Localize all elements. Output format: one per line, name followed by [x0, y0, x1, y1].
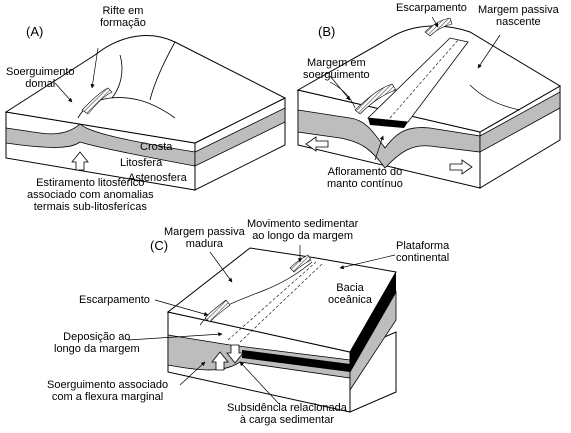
- label-escarpamento-b: Escarpamento: [396, 2, 467, 14]
- label-crosta: Crosta: [140, 141, 173, 153]
- label-afloramento-line1: Afloramento do: [327, 166, 403, 178]
- label-litosfera: Litosfera: [120, 157, 163, 169]
- label-subs-line1: Subsidência relacionada: [227, 402, 347, 414]
- label-bacia-oceanica: [328, 282, 372, 306]
- label-mes-line1: Margem em: [306, 57, 366, 69]
- label-mov-line1: Movimento sedimentar: [247, 218, 359, 230]
- label-estiramento-line2: associado com anomalias: [27, 189, 154, 201]
- label-soerguimento-line2: domal: [25, 78, 56, 90]
- label-estiramento-line3: termais sub-litosferícas: [33, 201, 147, 213]
- label-plataforma: [396, 240, 449, 264]
- panel-c-letter: (C): [150, 238, 169, 253]
- label-mpm-line2: madura: [185, 238, 223, 250]
- label-mpn-line2: nascente: [496, 16, 541, 28]
- label-afloramento: [327, 166, 403, 190]
- label-soerg-c-line2: com a flexura marginal: [51, 391, 164, 403]
- label-mpm-line1: Margem passiva: [164, 226, 245, 238]
- label-soerguimento-line1: Soerguimento: [6, 66, 75, 78]
- label-estiramento: [27, 177, 154, 213]
- panel-b-letter: (B): [318, 24, 336, 39]
- label-depos-line2: longo da margem: [54, 343, 140, 355]
- label-bacia-line1: Bacia: [336, 282, 364, 294]
- label-estiramento-line1: Estiramento litosférico: [36, 177, 145, 189]
- label-margem-passiva-nascente: [478, 4, 559, 28]
- label-soerguimento-domal: [6, 66, 75, 90]
- label-astenosfera: Astenosfera: [128, 172, 187, 184]
- label-bacia-line2: oceânica: [328, 294, 373, 306]
- label-mes-line2: soerguimento: [303, 69, 370, 81]
- label-mpn-line1: Margem passiva: [478, 4, 559, 16]
- block-c: [128, 245, 396, 412]
- label-margem-em-soerguimento: [303, 57, 370, 81]
- label-subsidencia: [227, 402, 347, 426]
- label-rifte-line1: Rifte em: [102, 5, 144, 17]
- label-soerguimento-associado: [47, 379, 168, 403]
- label-soerg-c-line1: Soerguimento associado: [47, 379, 169, 391]
- label-margem-passiva-madura: [164, 226, 245, 250]
- label-deposicao: [54, 331, 140, 355]
- label-movimento-sedimentar: [247, 218, 358, 242]
- panel-a-letter: (A): [26, 24, 44, 39]
- label-depos-line1: Deposição ao: [63, 331, 131, 343]
- label-plat-line1: Plataforma: [396, 240, 450, 252]
- label-escarpamento-c: Escarpamento: [79, 294, 150, 306]
- label-rifte: [100, 5, 146, 29]
- label-subs-line2: à carga sedimentar: [239, 414, 335, 426]
- label-plat-line2: continental: [396, 252, 450, 264]
- block-b: [298, 17, 560, 188]
- label-afloramento-line2: manto contínuo: [327, 178, 403, 190]
- label-mov-line2: ao longo da margem: [252, 230, 354, 242]
- label-rifte-line2: formação: [100, 17, 146, 29]
